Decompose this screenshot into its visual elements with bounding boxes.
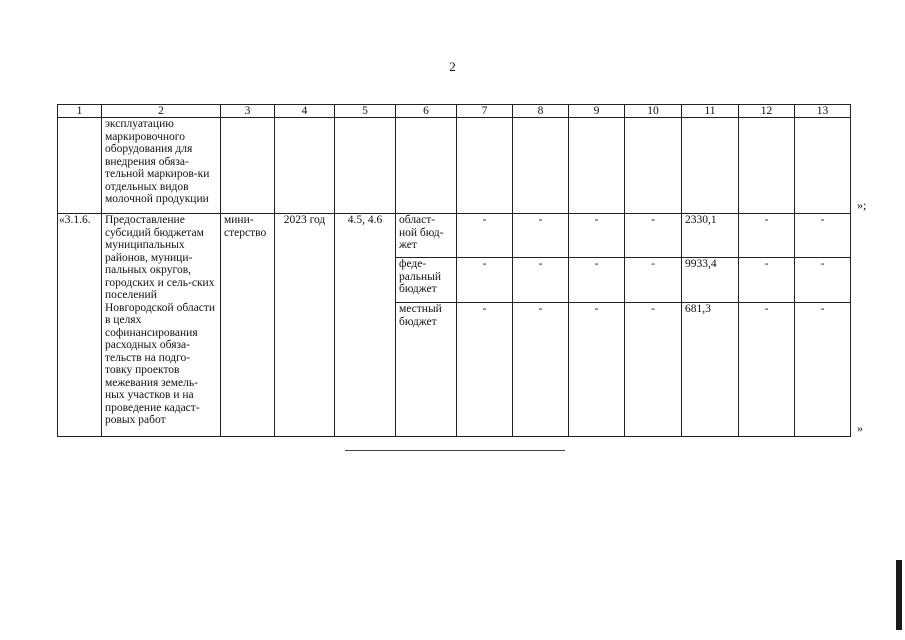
column-header: 5 [335,105,396,118]
column-header: 10 [625,105,682,118]
cell-value: - [513,303,569,437]
entry-number: «3.1.6. [58,214,102,437]
column-header: 3 [221,105,275,118]
continuation-text: эксплуатацию маркировочного оборудования для внедрения обяза-тельной маркиров-ки отдельных видов молочной продукции [102,118,221,214]
header-row [58,105,851,118]
entry-year: 2023 год [275,214,335,437]
column-header: 13 [795,105,851,118]
cell-value: - [457,303,513,437]
funding-table [57,104,851,437]
entry-description: Предоставление субсидий бюджетам муниципальных районов, муници-пальных округов, городских и сель-ских поселений Новгородской области в целях софинансирования расходных обяза-тельств на подго-товку проектов межевания земель-ных участков и на проведение кадаст-ровых работ [102,214,221,437]
end-divider-line [345,450,565,451]
column-header: 11 [682,105,739,118]
column-header: 6 [396,105,457,118]
column-header: 4 [275,105,335,118]
cell-value: - [625,303,682,437]
cell-value: - [457,214,513,258]
cell-value: - [795,258,851,303]
cell-amount: 9933,4 [682,258,739,303]
page-number: 2 [449,59,456,74]
table-row [58,214,851,258]
cell-value: - [739,303,795,437]
cell-value: - [513,258,569,303]
funding-source: местный бюджет [396,303,457,437]
closing-quote: » [857,421,863,435]
entry-executor: мини-стерство [221,214,275,437]
cell-value: - [625,258,682,303]
column-header: 2 [102,105,221,118]
continuation-row [58,118,851,214]
cell-value: - [739,214,795,258]
column-header: 7 [457,105,513,118]
cell-value: - [795,303,851,437]
cell-value: - [513,214,569,258]
cell-value: - [625,214,682,258]
funding-source: област-ной бюд-жет [396,214,457,258]
column-header: 8 [513,105,569,118]
funding-source: феде-ральный бюджет [396,258,457,303]
cell-value: - [569,214,625,258]
cell-value: - [457,258,513,303]
column-header: 1 [58,105,102,118]
cell-amount: 681,3 [682,303,739,437]
cell-value: - [795,214,851,258]
cell-value: - [569,258,625,303]
cell-amount: 2330,1 [682,214,739,258]
cell-value: - [569,303,625,437]
cell-value: - [739,258,795,303]
column-header: 12 [739,105,795,118]
entry-indicators: 4.5, 4.6 [335,214,396,437]
column-header: 9 [569,105,625,118]
closing-quote-semicolon: »; [857,198,867,212]
scan-edge-mark [896,560,902,630]
